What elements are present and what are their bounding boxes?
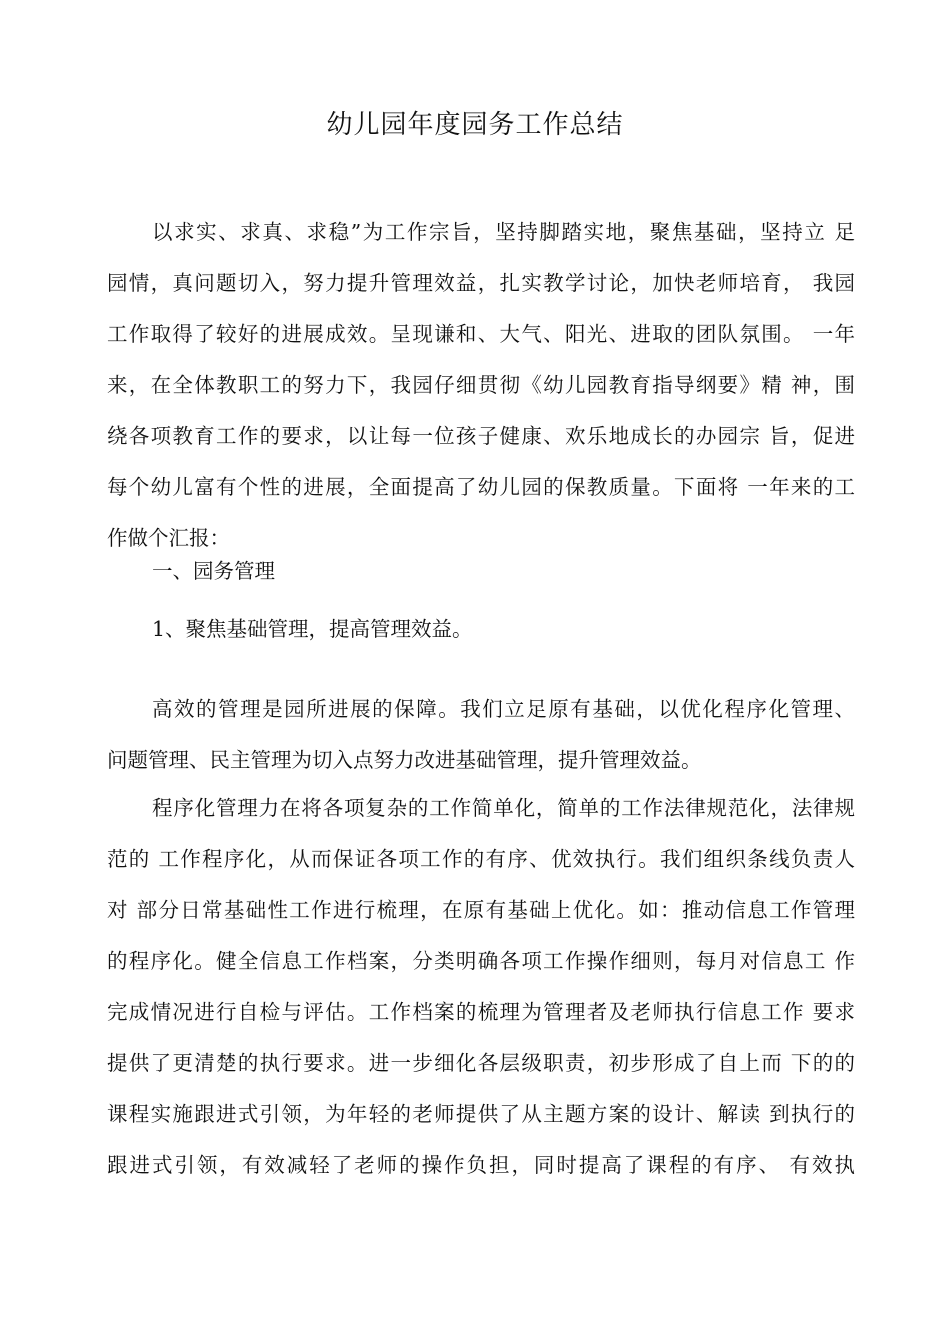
text-line: 工作取得了较好的进展成效。呈现谦和、大气、阳光、进取的团队氛围。 一年 — [107, 322, 855, 346]
text-line: 作做个汇报： — [107, 526, 230, 550]
paragraph-procedural-management — [107, 783, 855, 1191]
document-title: 幼儿园年度园务工作总结 — [326, 110, 624, 140]
text-line: 高效的管理是园所进展的保障。我们立足原有基础，以优化程序化管理、 — [152, 697, 855, 721]
text-line: 完成情况进行自检与评估。工作档案的梳理为管理者及老师执行信息工作 要求 — [107, 1000, 855, 1024]
text-line: 程序化管理力在将各项复杂的工作简单化，简单的工作法律规范化，法律规 — [152, 796, 855, 820]
paragraph-management-intro — [107, 684, 855, 786]
section-heading: 一、园务管理 — [152, 559, 275, 583]
text-line: 对 部分日常基础性工作进行梳理，在原有基础上优化。如：推动信息工作管理 — [107, 898, 855, 922]
text-line: 园情，真问题切入，努力提升管理效益，扎实教学讨论，加快老师培育， 我园 — [107, 271, 855, 295]
text-line: 以求实、求真、求稳”为工作宗旨，坚持脚踏实地，聚焦基础，坚持立 足 — [152, 220, 855, 244]
text-line: 范的 工作程序化，从而保证各项工作的有序、优效执行。我们组织条线负责人 — [107, 847, 855, 871]
text-line: 课程实施跟进式引领，为年轻的老师提供了从主题方案的设计、解读 到执行的 — [107, 1102, 855, 1126]
text-line: 绕各项教育工作的要求，以让每一位孩子健康、欢乐地成长的办园宗 旨，促进 — [107, 424, 855, 448]
text-line: 的程序化。健全信息工作档案，分类明确各项工作操作细则，每月对信息工 作 — [107, 949, 855, 973]
text-line: 每个幼儿富有个性的进展，全面提高了幼儿园的保教质量。下面将 一年来的工 — [107, 475, 855, 499]
text-line: 问题管理、民主管理为切入点努力改进基础管理，提升管理效益。 — [107, 748, 702, 772]
text-line: 提供了更清楚的执行要求。进一步细化各层级职责，初步形成了自上而 下的的 — [107, 1051, 855, 1075]
text-line: 跟进式引领，有效减轻了老师的操作负担，同时提高了课程的有序、 有效执 — [107, 1153, 855, 1177]
intro-paragraph — [107, 207, 855, 564]
subsection-heading: 1、聚焦基础管理，提高管理效益。 — [152, 617, 473, 641]
text-line: 来，在全体教职工的努力下，我园仔细贯彻《幼儿园教育指导纲要》精 神，围 — [107, 373, 855, 397]
